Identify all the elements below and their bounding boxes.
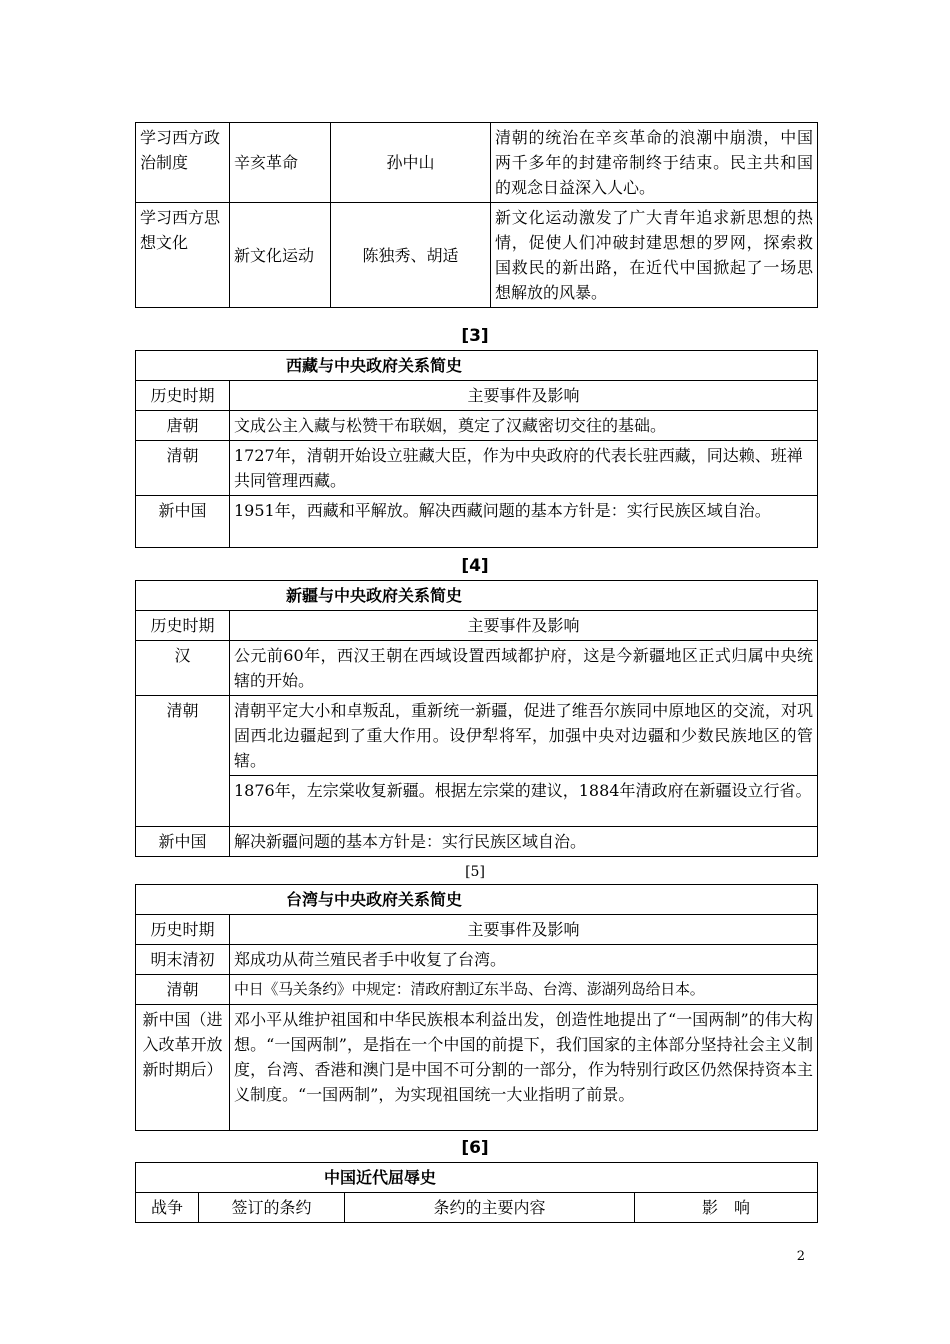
event-cell: 新文化运动 — [230, 203, 331, 308]
events-cell: 郑成功从荷兰殖民者手中收复了台湾。 — [230, 945, 818, 975]
header-impact: 影 响 — [635, 1193, 818, 1223]
events-cell: 中日《马关条约》中规定：清政府割辽东半岛、台湾、澎湖列岛给日本。 — [230, 975, 818, 1005]
tibet-relations-table — [135, 350, 818, 548]
table-row — [136, 123, 818, 203]
period-cell: 汉 — [136, 641, 230, 696]
table-title-row — [136, 581, 818, 611]
table-row — [136, 776, 818, 827]
period-cell: 明末清初 — [136, 945, 230, 975]
header-events: 主要事件及影响 — [230, 611, 818, 641]
table-header-row — [136, 915, 818, 945]
period-cell: 清朝 — [136, 696, 230, 827]
impact-cell: 新文化运动激发了广大青年追求新思想的热情，促使人们冲破封建思想的罗网，探索救国救民的新出路，在近代中国掀起了一场思想解放的风暴。 — [491, 203, 818, 308]
section-label: [5] — [465, 864, 485, 880]
header-events: 主要事件及影响 — [230, 381, 818, 411]
period-cell: 新中国（进入改革开放新时期后） — [136, 1005, 230, 1131]
table-row — [136, 945, 818, 975]
header-content: 条约的主要内容 — [345, 1193, 635, 1223]
table-title-row — [136, 1163, 818, 1193]
header-events: 主要事件及影响 — [230, 915, 818, 945]
header-war: 战争 — [136, 1193, 199, 1223]
impact-cell: 清朝的统治在辛亥革命的浪潮中崩溃，中国两千多年的封建帝制终于结束。民主共和国的观念日益深入人心。 — [491, 123, 818, 203]
section-label: [4] — [461, 556, 489, 576]
period-cell: 唐朝 — [136, 411, 230, 441]
table-row — [136, 1005, 818, 1131]
events-cell: 文成公主入藏与松赞干布联姻，奠定了汉藏密切交往的基础。 — [230, 411, 818, 441]
table-title: 新疆与中央政府关系简史 — [136, 581, 818, 611]
table-row — [136, 696, 818, 776]
header-period: 历史时期 — [136, 611, 230, 641]
period-cell: 清朝 — [136, 975, 230, 1005]
xinjiang-relations-table — [135, 580, 818, 857]
events-cell: 邓小平从维护祖国和中华民族根本利益出发，创造性地提出了“一国两制”的伟大构想。“一国两制”，是指在一个中国的前提下，我们国家的主体部分坚持社会主义制度，台湾、香港和澳门是中国不可分割的一部分，作为特别行政区仍然保持资本主义制度。“一国两制”，为实现祖国统一大业指明了前景。 — [230, 1005, 818, 1131]
period-cell: 新中国 — [136, 496, 230, 548]
table-title: 西藏与中央政府关系简史 — [136, 351, 818, 381]
taiwan-relations-table — [135, 884, 818, 1131]
table-row — [136, 441, 818, 496]
events-cell: 公元前60年，西汉王朝在西域设置西域都护府，这是今新疆地区正式归属中央统辖的开始。 — [230, 641, 818, 696]
table-row — [136, 827, 818, 857]
west-learning-table — [135, 122, 818, 308]
table-header-row — [136, 381, 818, 411]
table-title: 台湾与中央政府关系简史 — [136, 885, 818, 915]
table-row — [136, 411, 818, 441]
events-cell: 1727年，清朝开始设立驻藏大臣，作为中央政府的代表长驻西藏，同达赖、班禅共同管理西藏。 — [230, 441, 818, 496]
table-header-row — [136, 611, 818, 641]
event-cell: 辛亥革命 — [230, 123, 331, 203]
header-period: 历史时期 — [136, 381, 230, 411]
section-label: [6] — [461, 1138, 489, 1158]
period-cell: 新中国 — [136, 827, 230, 857]
period-cell: 清朝 — [136, 441, 230, 496]
table-row — [136, 975, 818, 1005]
events-cell: 清朝平定大小和卓叛乱，重新统一新疆，促进了维吾尔族同中原地区的交流，对巩固西北边疆起到了重大作用。设伊犁将军，加强中央对边疆和少数民族地区的管辖。 — [230, 696, 818, 776]
page-number: 2 — [796, 1249, 805, 1264]
category-cell: 学习西方政治制度 — [136, 123, 230, 203]
table-row — [136, 203, 818, 308]
events-cell: 1876年，左宗棠收复新疆。根据左宗棠的建议，1884年清政府在新疆设立行省。 — [230, 776, 818, 827]
table-row — [136, 496, 818, 548]
person-cell: 陈独秀、胡适 — [331, 203, 491, 308]
section-label: [3] — [461, 326, 489, 346]
events-cell: 1951年，西藏和平解放。解决西藏问题的基本方针是：实行民族区域自治。 — [230, 496, 818, 548]
table-title-row — [136, 351, 818, 381]
person-cell: 孙中山 — [331, 123, 491, 203]
table-header-row — [136, 1193, 818, 1223]
header-period: 历史时期 — [136, 915, 230, 945]
header-treaty: 签订的条约 — [199, 1193, 345, 1223]
category-cell: 学习西方思想文化 — [136, 203, 230, 308]
humiliation-history-table — [135, 1162, 818, 1223]
table-title-row — [136, 885, 818, 915]
table-title: 中国近代屈辱史 — [136, 1163, 818, 1193]
table-row — [136, 641, 818, 696]
events-cell: 解决新疆问题的基本方针是：实行民族区域自治。 — [230, 827, 818, 857]
